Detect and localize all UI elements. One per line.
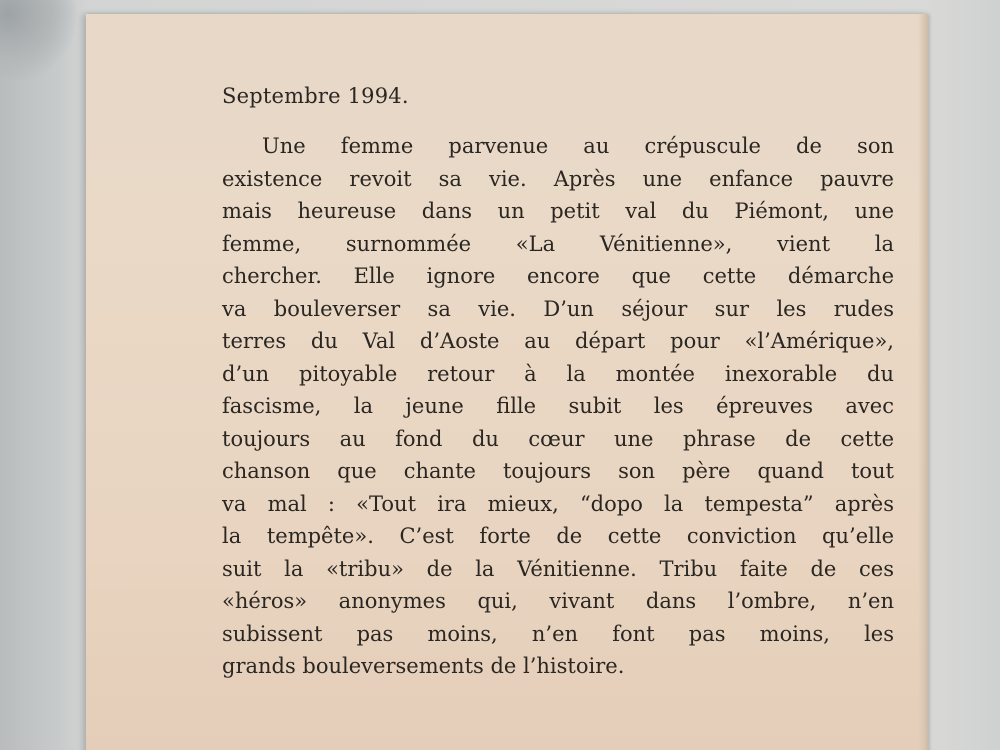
page-edge bbox=[918, 14, 928, 750]
paragraph-line: mais heureuse dans un petit val du Piémont, une bbox=[222, 199, 894, 223]
paragraph-line: chercher. Elle ignore encore que cette démarche bbox=[222, 264, 894, 288]
date-heading: Septembre 1994. bbox=[222, 84, 409, 108]
paragraph-line: subissent pas moins, n’en font pas moins, les bbox=[222, 621, 894, 646]
paragraph-line: Une femme parvenue au crépuscule de son bbox=[262, 134, 894, 158]
paragraph-line: existence revoit sa vie. Après une enfance pauvre bbox=[222, 166, 894, 191]
paragraph-line: suit la «tribu» de la Vénitienne. Tribu faite de ces bbox=[222, 556, 894, 581]
paragraph-line: va bouleverser sa vie. D’un séjour sur les rudes bbox=[222, 296, 894, 321]
paragraph-line: femme, surnommée «La Vénitienne», vient la bbox=[222, 231, 894, 256]
paragraph-line: grands bouleversements de l’histoire. bbox=[222, 654, 625, 678]
paragraph-line: fascisme, la jeune fille subit les épreuves avec bbox=[222, 394, 894, 418]
text-block bbox=[222, 84, 894, 683]
background-shadow bbox=[0, 0, 80, 80]
paragraph-line: «héros» anonymes qui, vivant dans l’ombre, n’en bbox=[222, 589, 894, 613]
paragraph-line: terres du Val d’Aoste au départ pour «l’Amérique», bbox=[222, 329, 894, 353]
paragraph-line: chanson que chante toujours son père quand tout bbox=[222, 459, 894, 483]
paragraph-line: d’un pitoyable retour à la montée inexorable du bbox=[222, 361, 894, 386]
paragraph-line: la tempête». C’est forte de cette conviction qu’elle bbox=[222, 524, 894, 548]
paragraph-line: va mal : «Tout ira mieux, “dopo la tempesta” après bbox=[222, 491, 894, 516]
book-page bbox=[86, 14, 928, 750]
paragraph-line: toujours au fond du cœur une phrase de cette bbox=[222, 426, 894, 451]
summary-paragraph bbox=[222, 130, 894, 683]
